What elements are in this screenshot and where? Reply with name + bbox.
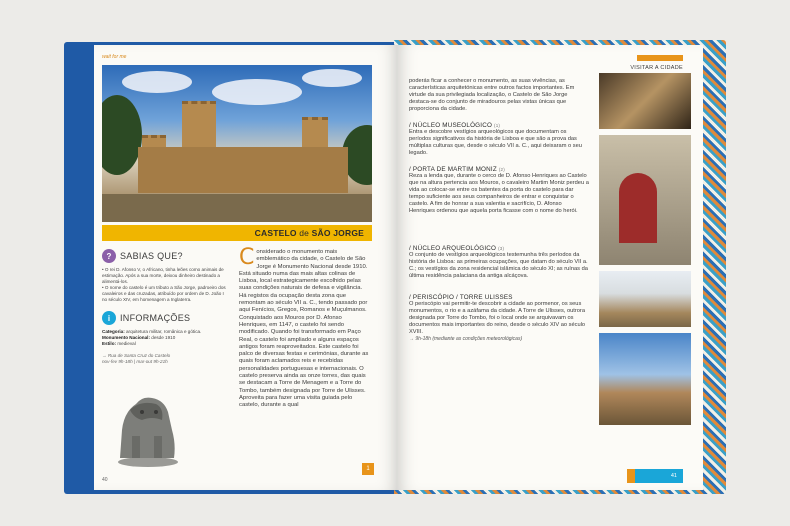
sabias-title: SABIAS QUE? [120, 251, 183, 261]
left-page [94, 45, 399, 490]
section-heading [409, 294, 589, 301]
open-book [64, 40, 726, 494]
section-text: O conjunto de vestígios arqueológicos testemunha três períodos da história de Lisboa: as primeiras ocupações, que datam do século VII a. C.; os vestígios da zona residencial islâmica do século XI; as ruínas da última residência palaciana da antiga alcáçova. [409, 252, 588, 279]
location-marker-badge: 1 [362, 463, 374, 475]
gate-photo [599, 135, 691, 265]
archaeology-photo [599, 271, 691, 327]
main-text: onsiderado o monumento mais emblemático da cidade, o Castelo de São Jorge é Monumento Nacional desde 1910. Está situado numa das mais altas colinas de Lisboa, local estrategicamente escolhido pelas suas condições naturais de defesa e vigilância. Há registos da ocupação desta zona que remontam ao século VII a. C., tendo passado por aqui Fenícios, Gregos, Romanos e Muçulmanos. Conquistado aos Mouros por D. Afonso Henriques, em 1147, o castelo foi sendo modificado. Quando foi transformado em Paço Real, o castelo foi ampliado e alguns espaços antigos foram reaproveitados. Este castelo foi palco de diversas festas e cerimónias, durante as quais foram aclamados reis e recebidas personalidades portuguesas e internacionais. O castelo preserva ainda as onze torres, das quais se destacam a Torre de Menagem e a Torre do Tombo, também designada por Torre de Ulisses. Aproveita para fazer uma visita guiada pelo castelo, durante a qual [239, 249, 369, 409]
section-number: (1) [494, 123, 501, 128]
section-heading [409, 245, 589, 252]
section-title-bar [102, 225, 372, 241]
info-header [102, 311, 227, 325]
intro-text: poderás ficar a conhecer o monumento, as suas vivências, as características arquitetónicas entre outros factos importantes. Em virtude da sua privilegiada localização, o Castelo de São Jorge destaca-se do conjunto de miradouros pelas vistas únicas que proporciona da cidade. [409, 78, 575, 112]
info-title: INFORMAÇÕES [120, 313, 191, 323]
running-head-left: wait for me [102, 54, 127, 60]
info-address: → Rua de Santa Cruz do Castelo [102, 353, 171, 358]
running-head-right: VISITAR A CIDADE [630, 65, 683, 71]
photo-column [599, 73, 691, 431]
section-title-part: SÃO JORGE [311, 228, 364, 238]
page-number-left: 40 [102, 477, 108, 483]
section-heading [409, 166, 589, 173]
info-hours: nov-fev 9h-18h | mar-out 9h-21h [102, 359, 168, 364]
info-value: arquitetura militar, românica e gótica. [126, 329, 202, 334]
sabias-item: • O nome do castelo é um tributo a São Jorge, padroeiro dos cavaleiros e das cruzadas, atribuído por ordem de D. João I no século XIV, em homenagem a Inglaterra. [102, 285, 226, 302]
page-number-accent [627, 469, 635, 483]
section-title-part: CASTELO [254, 228, 297, 238]
section-text: Entra e descobre vestígios arqueológicos que documentam os períodos significativos da história de Lisboa e que são a prova das múltiplas culturas que, desde o século VII a. C., aqui deixaram o seu legado. [409, 129, 582, 156]
section-text: Reza a lenda que, durante o cerco de D. Afonso Henriques ao Castelo que na altura pertencia aos Mouros, o cavaleiro Martim Moniz perdeu a vida ao colocar-se entre os batentes da porta do castelo para dar tempo suficiente aos seus companheiros de entrar e conquistar o castelo. A fim de honrar a sua valentia e sacrifício, D. Afonso Henriques ordenou que aquela porta ficasse com o nome do herói. [409, 173, 589, 214]
info-icon: i [102, 311, 116, 325]
section-heading-text: / NÚCLEO MUSEOLÓGICO [409, 122, 493, 129]
section-heading-text: / PORTA DE MARTIM MONIZ [409, 166, 497, 173]
info-estilo [102, 341, 227, 347]
section-time: → 9h-18h (mediante as condições meteorológicas) [409, 336, 523, 342]
section-text: O periscópio vai permitir-te descobrir a cidade ao pormenor, os seus monumentos, o rio e a azáfama da cidade. A Torre de Ulisses, outrora designada por Torre do Tombo, foi o local onde se arquivavam os documentos mais importantes do reino, desde o século XIV ao século XVIII. [409, 301, 586, 335]
sidebar-column [102, 249, 227, 365]
main-text-column [239, 245, 371, 410]
tower-photo [599, 333, 691, 425]
info-label: Estilo: [102, 341, 117, 346]
castle-photo [102, 65, 372, 222]
museum-photo [599, 73, 691, 129]
section-heading-text: / NÚCLEO ARQUEOLÓGICO [409, 245, 497, 252]
info-label: Monumento Nacional: [102, 335, 150, 340]
right-text-column [409, 78, 589, 343]
lion-statue-image [112, 390, 184, 468]
section-heading-text: / PERISCÓPIO / TORRE ULISSES [409, 294, 513, 301]
orange-tab [637, 55, 683, 61]
info-value: desde 1910 [151, 335, 176, 340]
right-page [397, 45, 703, 490]
sabias-header [102, 249, 227, 263]
section-heading [409, 122, 589, 129]
section-title-part: de [299, 228, 310, 238]
question-icon: ? [102, 249, 116, 263]
section-number: (3) [498, 246, 505, 251]
drop-cap: C [239, 245, 255, 270]
section-number: (2) [498, 167, 505, 172]
sabias-item: • O rei D. Afonso V, o Africano, tinha leões como animais de estimação. Após a sua morte, deixou dinheiro destinado a alimentá-los. [102, 267, 224, 284]
info-label: Categoria: [102, 329, 125, 334]
info-value: medieval [117, 341, 136, 346]
page-number-right: 41 [635, 469, 683, 483]
